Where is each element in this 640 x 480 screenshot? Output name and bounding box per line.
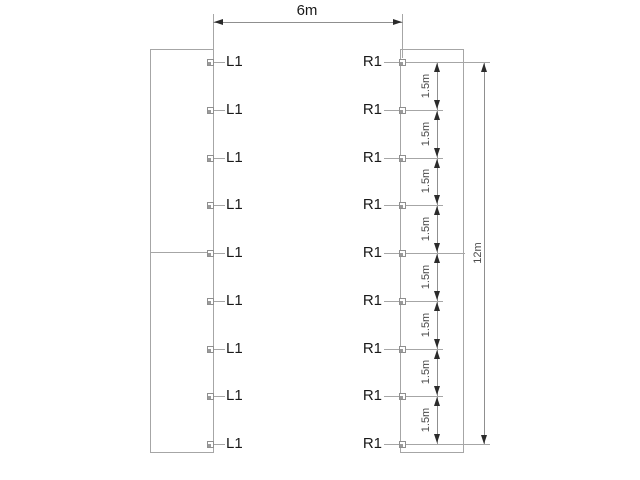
node-marker-icon: [207, 202, 214, 209]
dimension-extension-line: [406, 62, 490, 63]
dimension-arrow-right-icon: [393, 19, 402, 25]
right-node-label: R1: [362, 435, 382, 452]
leader-line: [214, 205, 225, 206]
dimension-arrow-up-icon: [434, 254, 440, 263]
leader-line: [384, 205, 399, 206]
right-node-label: R1: [362, 244, 382, 261]
leader-line: [384, 158, 399, 159]
leader-line: [214, 110, 225, 111]
dimension-arrow-up-icon: [434, 350, 440, 359]
segment-dimension-label: 1.5m: [420, 312, 432, 337]
dimension-arrow-up-icon: [434, 397, 440, 406]
right-node-label: R1: [362, 291, 382, 309]
dimension-extension-line: [406, 444, 490, 445]
left-node-label: L1: [226, 244, 243, 261]
left-node-label: L1: [226, 148, 243, 166]
left-node-label: L1: [226, 53, 243, 70]
left-node-label: L1: [226, 196, 243, 214]
dimension-arrow-down-icon: [434, 339, 440, 348]
node-marker-icon: [207, 250, 214, 257]
left-node-label: L1: [226, 435, 243, 452]
node-marker-icon: [399, 202, 406, 209]
dimension-arrow-down-icon: [434, 100, 440, 109]
leader-line: [214, 158, 225, 159]
left-node-label: L1: [226, 339, 243, 357]
leader-line: [214, 253, 225, 254]
node-marker-icon: [399, 155, 406, 162]
right-node-label: R1: [362, 387, 382, 405]
node-marker-icon: [207, 346, 214, 353]
segment-dimension-label: 1.5m: [420, 264, 432, 290]
dimension-arrow-up-icon: [434, 159, 440, 168]
leader-line: [384, 444, 399, 445]
dimension-arrow-up-icon: [434, 206, 440, 215]
width-extension-line-right: [402, 14, 403, 58]
node-marker-icon: [399, 298, 406, 305]
node-marker-icon: [399, 59, 406, 66]
segment-dimension-label: 1.5m: [420, 216, 432, 242]
dimension-arrow-down-icon: [434, 386, 440, 395]
dimension-arrow-down-icon: [434, 291, 440, 300]
left-node-label: L1: [226, 291, 243, 309]
width-dimension-line: [213, 22, 403, 23]
node-marker-icon: [399, 346, 406, 353]
left-node-label: L1: [226, 387, 243, 405]
dimension-arrow-up-icon: [434, 63, 440, 72]
leader-line: [214, 349, 225, 350]
node-marker-icon: [207, 155, 214, 162]
node-marker-icon: [399, 250, 406, 257]
total-height-dimension-line: [484, 62, 485, 444]
leader-line: [384, 301, 399, 302]
total-height-dimension-label: 12m: [472, 242, 484, 264]
leader-line: [384, 396, 399, 397]
right-node-label: R1: [362, 53, 382, 70]
segment-dimension-label: 1.5m: [420, 407, 432, 433]
width-dimension-label: 6m: [296, 2, 318, 19]
leader-line: [384, 349, 399, 350]
right-node-label: R1: [362, 196, 382, 214]
dimension-arrow-up-icon: [481, 63, 487, 72]
segment-dimension-label: 1.5m: [420, 169, 432, 194]
node-marker-icon: [399, 393, 406, 400]
segment-dimension-label: 1.5m: [420, 121, 432, 146]
dimension-arrow-down-icon: [434, 434, 440, 443]
leader-line: [384, 253, 399, 254]
leader-line: [384, 110, 399, 111]
dimension-arrow-up-icon: [434, 302, 440, 311]
leader-line: [214, 301, 225, 302]
dimension-arrow-down-icon: [434, 243, 440, 252]
node-marker-icon: [207, 107, 214, 114]
dimension-arrow-down-icon: [434, 195, 440, 204]
right-node-label: R1: [362, 100, 382, 118]
leader-line: [214, 444, 225, 445]
node-marker-icon: [207, 441, 214, 448]
left-panel-divider: [150, 252, 214, 253]
dimension-arrow-up-icon: [434, 111, 440, 120]
segment-dimension-label: 1.5m: [420, 360, 432, 385]
leader-line: [214, 396, 225, 397]
dimension-arrow-down-icon: [481, 435, 487, 444]
right-node-label: R1: [362, 339, 382, 357]
node-marker-icon: [207, 393, 214, 400]
left-node-label: L1: [226, 100, 243, 118]
node-marker-icon: [207, 59, 214, 66]
segment-dimension-label: 1.5m: [420, 73, 432, 99]
node-marker-icon: [207, 298, 214, 305]
node-marker-icon: [399, 441, 406, 448]
right-node-label: R1: [362, 148, 382, 166]
dimension-arrow-left-icon: [214, 19, 223, 25]
node-marker-icon: [399, 107, 406, 114]
left-panel-outline: [150, 49, 214, 453]
leader-line: [384, 62, 399, 63]
dimension-arrow-down-icon: [434, 148, 440, 157]
leader-line: [214, 62, 225, 63]
